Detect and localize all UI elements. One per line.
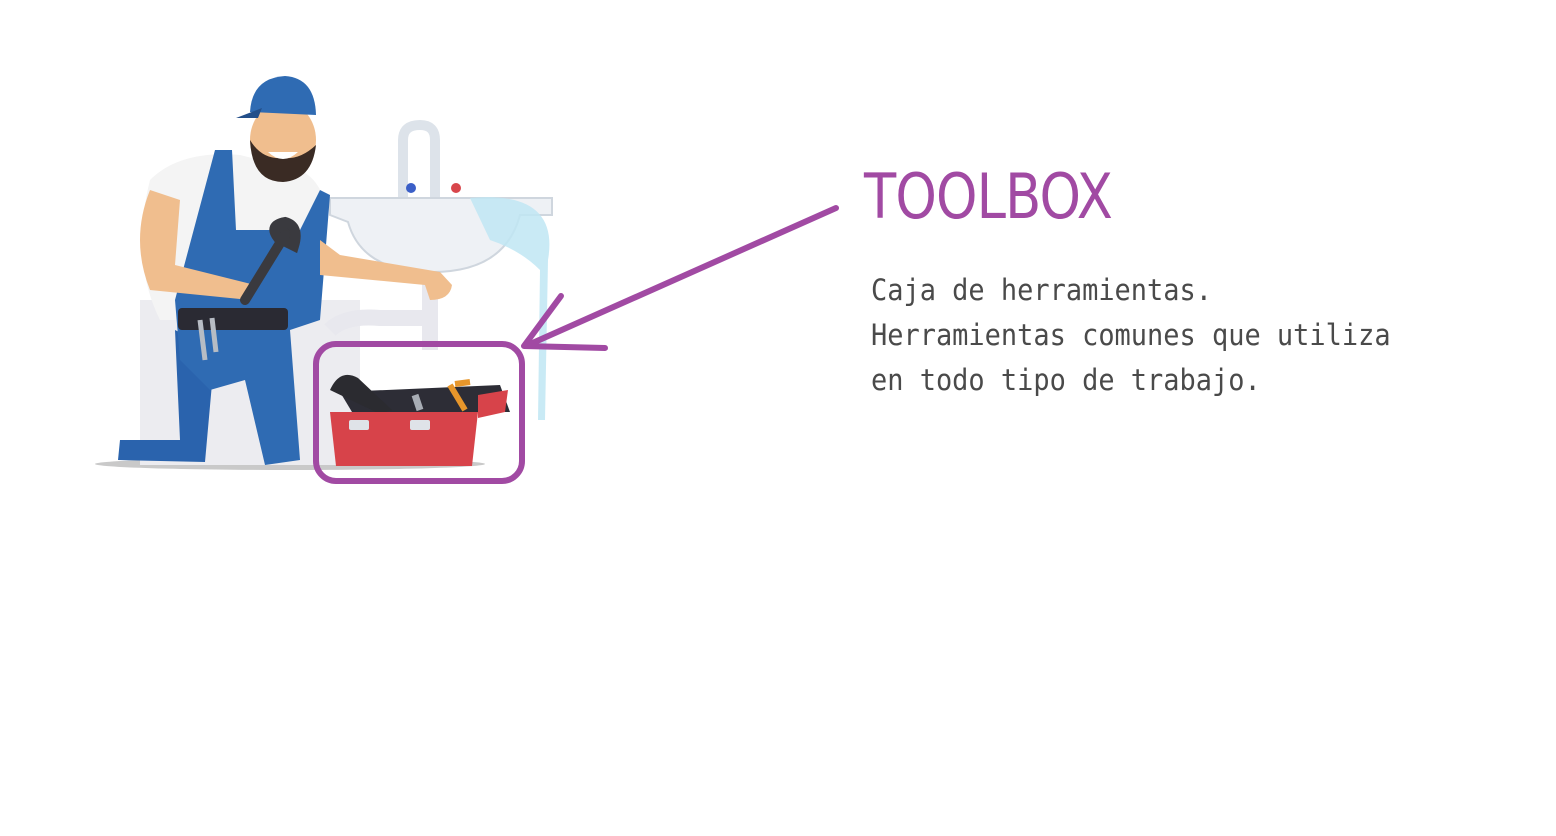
toolbox-description: [871, 268, 1391, 403]
cold-tap: [406, 183, 416, 193]
toolbox-latch-left: [349, 420, 369, 430]
toolbox-icon: [330, 375, 510, 466]
description-line: Herramientas comunes que utiliza: [871, 318, 1391, 352]
tool-belt: [178, 308, 288, 330]
cap-brim: [236, 108, 262, 118]
toolbox-latch-right: [410, 420, 430, 430]
toolbox-title: TOOLBOX: [864, 160, 1113, 233]
pointer-arrow-icon: [524, 208, 836, 348]
wrench-in-box-icon: [415, 395, 420, 410]
hot-tap: [451, 183, 461, 193]
description-line: en todo tipo de trabajo.: [871, 363, 1261, 397]
description-line: Caja de herramientas.: [871, 273, 1212, 307]
